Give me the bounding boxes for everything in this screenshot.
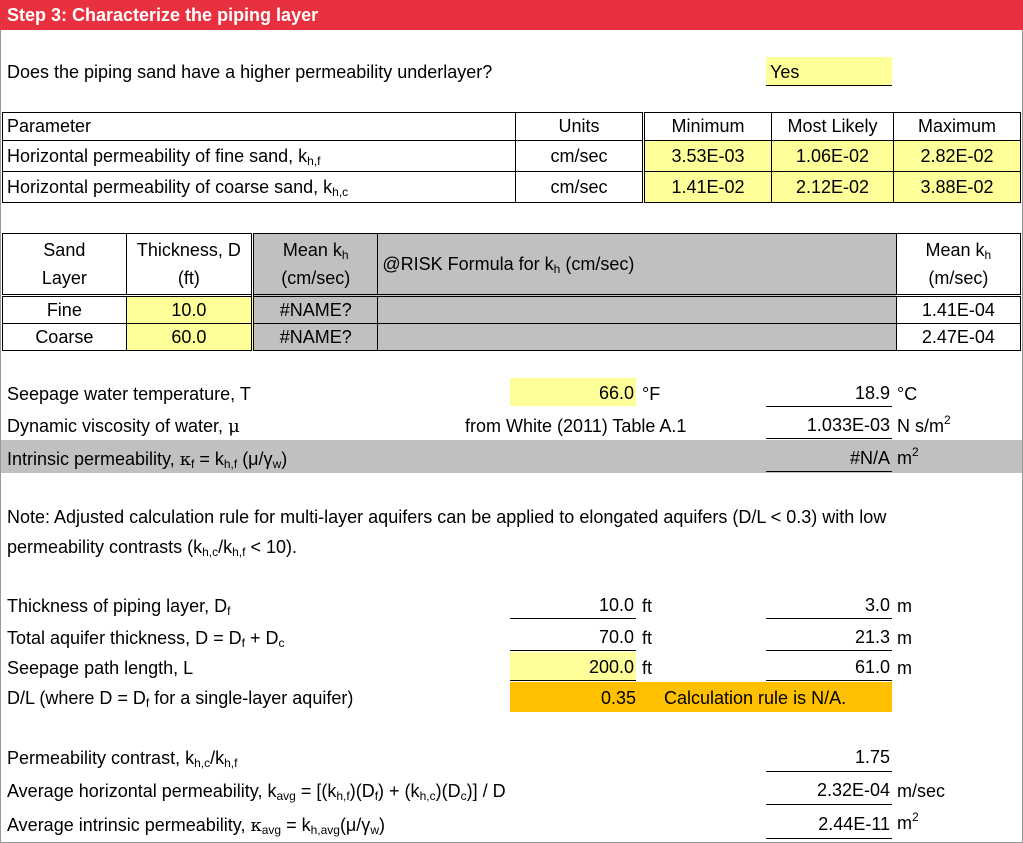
dl-message: Calculation rule is N/A.: [664, 688, 847, 708]
piping-thickness-m-cell: [766, 590, 892, 619]
sand-layer-table: [2, 233, 1021, 351]
intrinsic-cell: [766, 443, 892, 472]
viscosity-cell: [766, 410, 892, 439]
intrinsic-unit: $m^2$: [897, 445, 919, 468]
underlayer-answer-cell[interactable]: [766, 57, 892, 86]
intrinsic-value: #N/A: [849, 448, 890, 468]
viscosity-unit: N $s/m^2$: [897, 413, 951, 436]
underlayer-question: Does the piping sand have a higher permeability underlayer?: [7, 62, 493, 82]
contrast-cell: [766, 742, 892, 772]
note-line-1: Note: Adjusted calculation rule for multi-layer aquifers can be applied to elongated aquifers (D/L < 0.3) with low: [7, 507, 887, 527]
col-header-mean-kh-m: Mean $k_h$ (m/sec): [896, 234, 1020, 296]
param-units: cm/sec: [516, 141, 644, 172]
avg-horizontal-value: 2.32E-04: [816, 780, 890, 800]
temperature-f-value: 66.0: [598, 383, 634, 403]
col-header-minimum: Minimum: [644, 113, 772, 141]
path-length-m-cell: [766, 652, 892, 681]
viscosity-value: 1.033E-03: [806, 415, 890, 435]
table-row: [3, 172, 1021, 203]
avg-intrinsic-cell: [766, 809, 892, 839]
path-length-ft-cell[interactable]: [510, 652, 636, 681]
piping-thickness-ft: 10.0: [598, 595, 634, 615]
avg-horizontal-cell: [766, 775, 892, 805]
col-header-thickness: Thickness, D (ft): [126, 234, 252, 296]
dl-label: D/L (where $D = D_f$ for a single-layer aquifer): [7, 688, 354, 710]
aquifer-thickness-ft: 70.0: [598, 627, 634, 647]
fine-likely-cell[interactable]: 1.06E-02: [772, 141, 894, 172]
piping-thickness-ft-cell: [510, 590, 636, 619]
path-length-ft: 200.0: [588, 657, 634, 677]
avg-intrinsic-unit: $m^2$: [897, 810, 919, 833]
col-header-most-likely: Most Likely: [772, 113, 894, 141]
coarse-likely-cell[interactable]: 2.12E-02: [772, 172, 894, 203]
piping-thickness-label: Thickness of piping layer, $D_f$: [7, 596, 231, 618]
avg-horizontal-unit: m/sec: [897, 781, 946, 801]
coarse-min-cell[interactable]: 1.41E-02: [644, 172, 772, 203]
aquifer-thickness-ft-cell: [510, 622, 636, 651]
table-row: [3, 324, 1021, 351]
intrinsic-label: Intrinsic permeability, $\kappa_f = k_{h,f}$ $(\mu/\gamma_w)$: [7, 449, 288, 471]
col-header-units: Units: [516, 113, 644, 141]
aquifer-thickness-m: 21.3: [854, 627, 890, 647]
coarse-mean-kh-m-cell: 2.47E-04: [896, 324, 1020, 351]
avg-intrinsic-label: Average intrinsic permeability, $\kappa_{avg} = k_{h,avg}(\mu/\gamma_w)$: [7, 815, 385, 837]
unit-m: m: [897, 628, 912, 648]
contrast-value: 1.75: [854, 747, 890, 767]
col-header-maximum: Maximum: [893, 113, 1020, 141]
piping-thickness-m: 3.0: [864, 595, 890, 615]
aquifer-thickness-m-cell: [766, 622, 892, 651]
temperature-f-unit: °F: [642, 384, 661, 404]
temperature-c-value: 18.9: [854, 383, 890, 403]
avg-horizontal-label: Average horizontal permeability, $k_{avg} = [(k_{h,f})(D_f) + (k_{h,c})(D_c)] / D$: [7, 781, 506, 803]
coarse-formula-cell[interactable]: [378, 324, 896, 351]
col-header-risk-formula: @RISK Formula for $k_h$ (cm/sec): [378, 234, 896, 296]
unit-ft: ft: [642, 658, 653, 678]
dl-warning-cell: [510, 682, 892, 712]
temperature-c-cell: [766, 378, 892, 407]
aquifer-thickness-label: Total aquifer thickness, $D = D_f + D_c$: [7, 628, 285, 650]
avg-intrinsic-value: 2.44E-11: [818, 814, 890, 834]
col-header-sand-layer: Sand Layer: [3, 234, 127, 296]
col-header-parameter: Parameter: [3, 113, 516, 141]
underlayer-answer: Yes: [770, 62, 800, 82]
layer-name: Coarse: [3, 324, 127, 351]
coarse-mean-kh-cell[interactable]: #NAME?: [253, 324, 378, 351]
fine-min-cell[interactable]: 3.53E-03: [644, 141, 772, 172]
unit-m: m: [897, 658, 912, 678]
permeability-table: [2, 112, 1021, 203]
temperature-c-unit: °C: [897, 384, 918, 404]
unit-ft: ft: [642, 596, 653, 616]
temperature-label: Seepage water temperature, T: [7, 384, 251, 404]
dl-value: 0.35: [600, 688, 636, 708]
viscosity-label: Dynamic viscosity of water, μ: [7, 416, 240, 437]
fine-mean-kh-m-cell: 1.41E-04: [896, 296, 1020, 324]
unit-ft: ft: [642, 628, 653, 648]
param-label: Horizontal permeability of coarse sand, $k_{h,c}$: [3, 172, 516, 203]
param-label: Horizontal permeability of fine sand, $k_{h,f}$: [3, 141, 516, 172]
temperature-f-cell[interactable]: [510, 378, 636, 406]
fine-mean-kh-cell[interactable]: #NAME?: [253, 296, 378, 324]
path-length-m: 61.0: [854, 657, 890, 677]
table-row: [3, 141, 1021, 172]
contrast-label: Permeability contrast, $k_{h,c}/k_{h,f}$: [7, 748, 238, 770]
fine-thickness-cell[interactable]: 10.0: [126, 296, 252, 324]
note-line-2: permeability contrasts $(k_{h,c}/k_{h,f} < 10)$.: [7, 537, 297, 559]
path-length-label: Seepage path length, L: [7, 658, 194, 678]
section-title: Step 3: Characterize the piping layer: [7, 5, 319, 25]
col-header-mean-kh: Mean $k_h$ (cm/sec): [253, 234, 378, 296]
coarse-thickness-cell[interactable]: 60.0: [126, 324, 252, 351]
fine-formula-cell[interactable]: [378, 296, 896, 324]
param-units: cm/sec: [516, 172, 644, 203]
table-row: [3, 296, 1021, 324]
viscosity-source: from White (2011) Table A.1: [465, 416, 687, 436]
layer-name: Fine: [3, 296, 127, 324]
coarse-max-cell[interactable]: 3.88E-02: [893, 172, 1020, 203]
fine-max-cell[interactable]: 2.82E-02: [893, 141, 1020, 172]
unit-m: m: [897, 596, 912, 616]
